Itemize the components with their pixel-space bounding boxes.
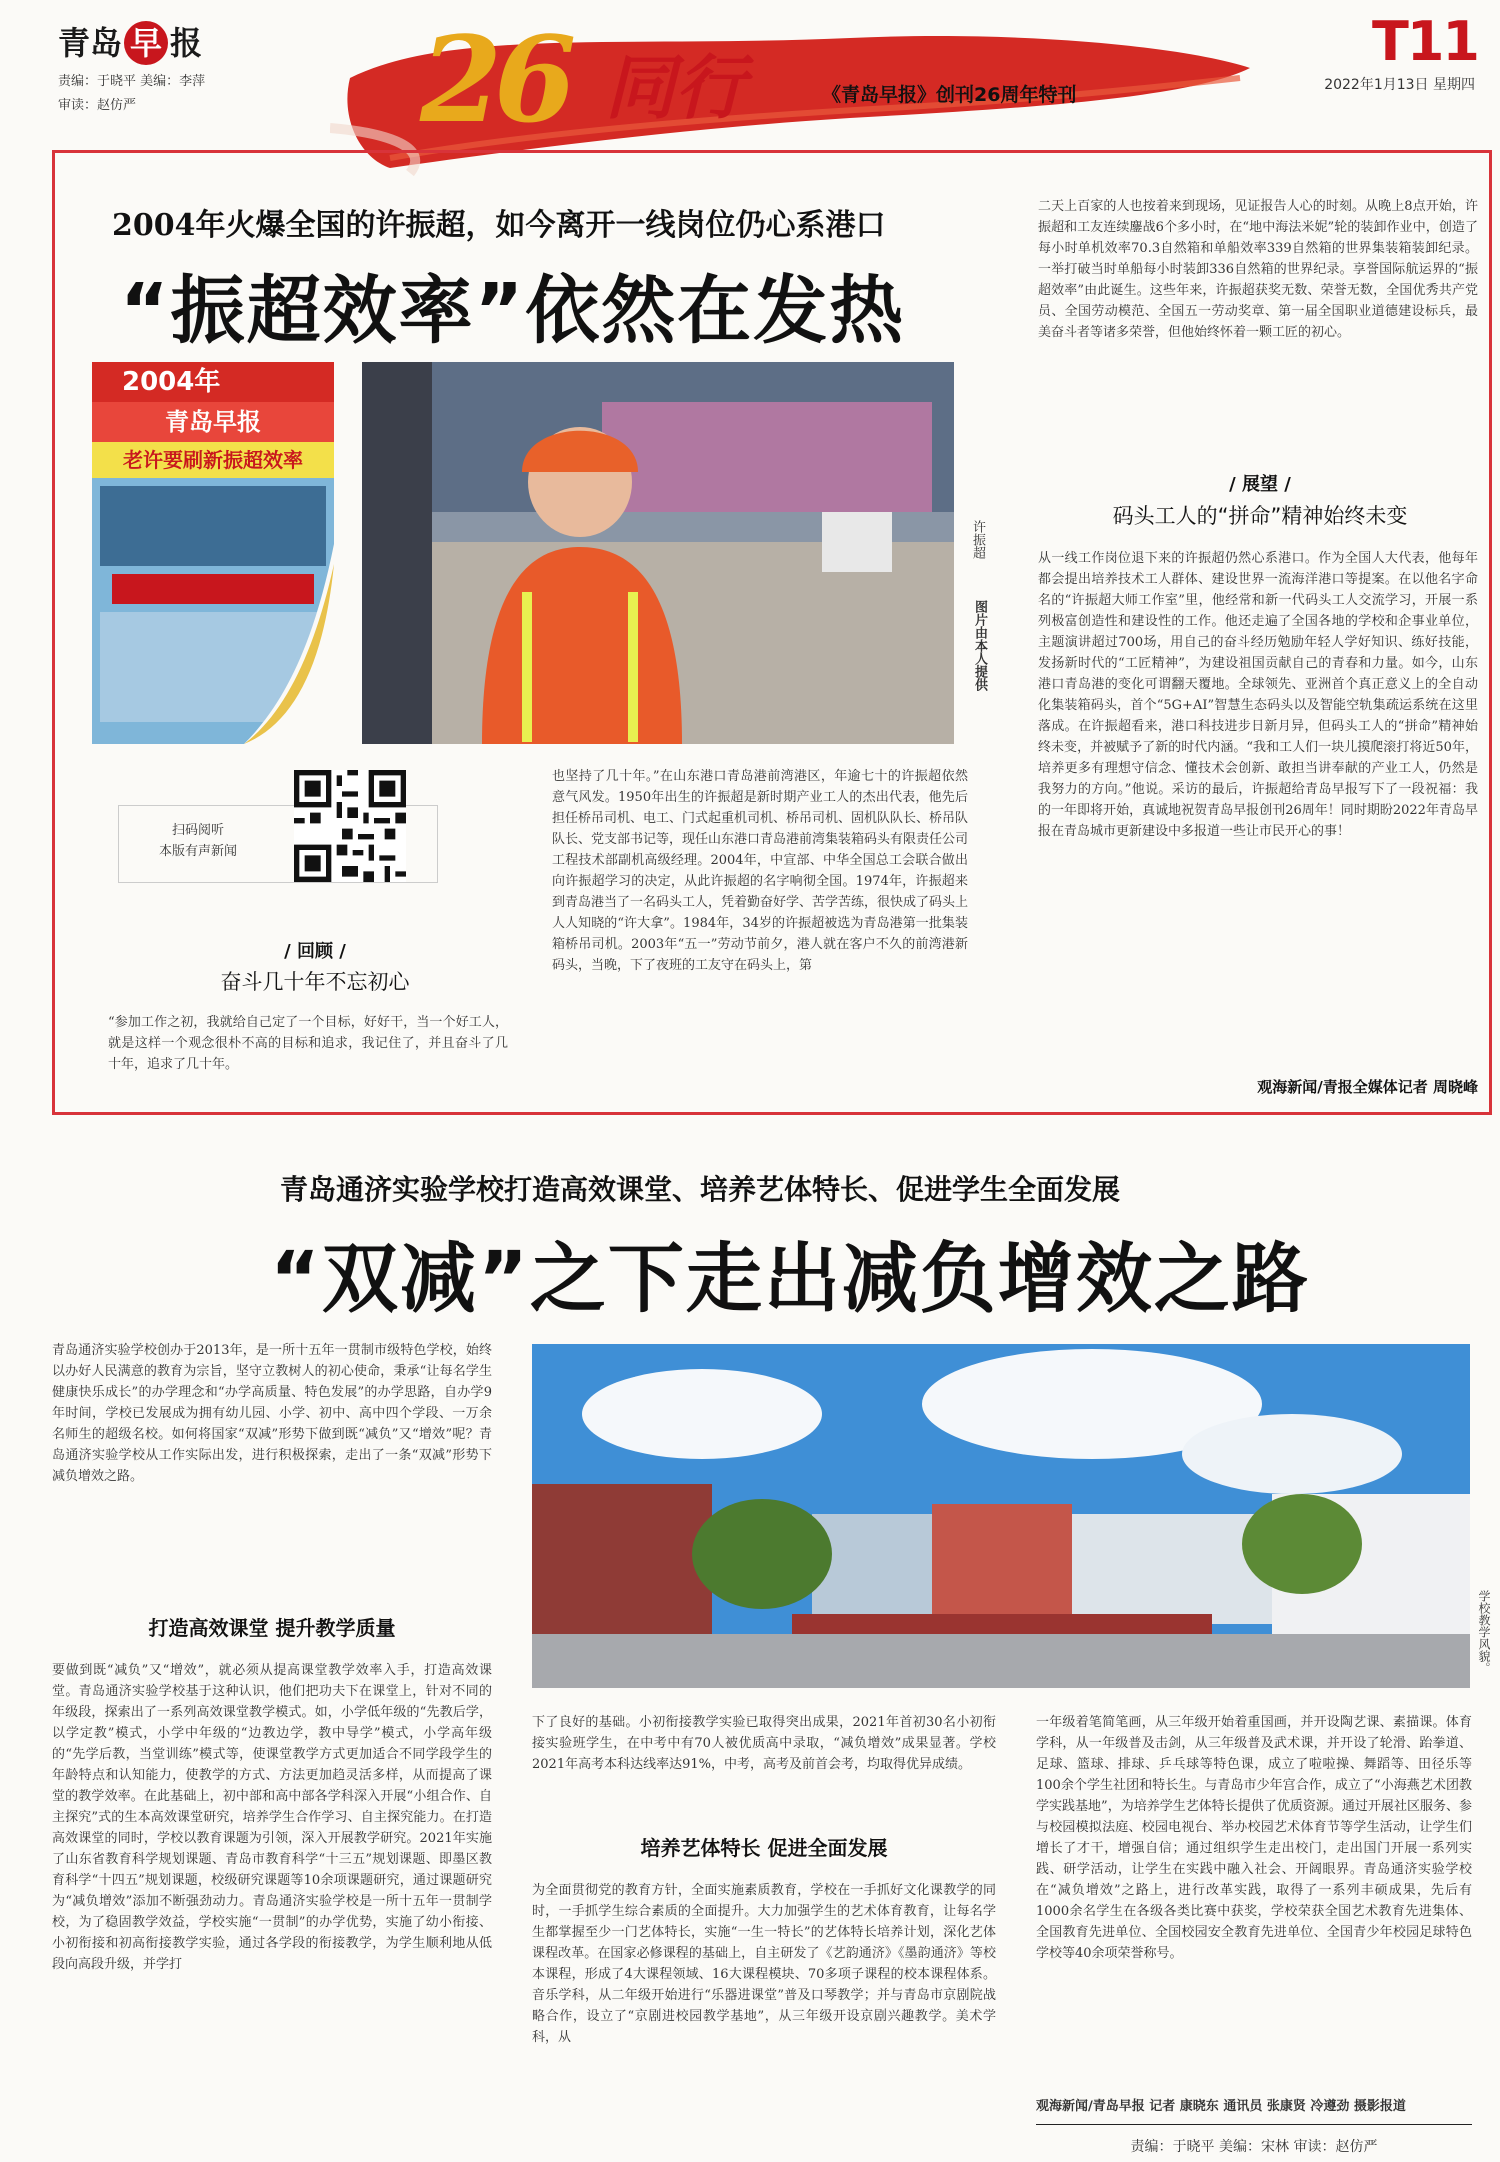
- article2-col-b: 下了良好的基础。小初衔接教学实验已取得突出成果，2021年首初30名小初衔接实验班学生，在中考中有70人被优质高中录取，“减负增效”成果显著。学校2021年高考本科达线率达91%，中考，高考及前首会考，均取得优异成绩。: [532, 1715, 996, 1772]
- page-number: T11: [1372, 10, 1478, 73]
- section1-title: 奋斗几十年不忘初心: [220, 970, 410, 994]
- article2-byline: 观海新闻/青岛早报 记者 康晓东 通讯员 张康贤 冷遵劲 摄影报道: [1036, 2099, 1406, 2114]
- footer-rule: [1036, 2124, 1472, 2125]
- article2-col-c: 一年级着笔简笔画，从三年级开始着重国画，并开设陶艺课、素描课。体育学科，从一年级普及击剑，从三年级普及武术课，并开设了轮滑、跆拳道、足球、篮球、排球、乒乓球等特色课，成立了啦啦操、舞蹈等、田径乐等100余个学生社团和特长生。与青岛市少年宫合作，成立了“小海燕艺术团教学实践基地”，为培养学生艺体特长提供了优质资源。通过开展社区服务、参与校园模拟法庭、校园电视台、举办校园艺术体育节等学生活动，让学生们增长了才干，增强自信；通过组织学生走出校门，走出国门开展一系列实践、研学活动，让学生在实践中融入社会、开阔眼界。青岛通济实验学校在“减负增效”之路上，进行改革实践，取得了一系列丰硕成果，先后有1000余名学生在各级各类比赛中获奖，学校荣获全国艺术教育先进集体、全国教育先进单位、全国校园安全教育先进单位、全国青少年校园足球特色学校等40余项荣誉称号。: [1036, 1715, 1472, 1961]
- article1-byline: 观海新闻/青报全媒体记者 周晓峰: [1257, 1078, 1478, 1096]
- section2-title: 码头工人的“拼命”精神始终未变: [1112, 504, 1408, 528]
- special-issue-title: 《青岛早报》创刊26周年特刊: [822, 84, 1077, 106]
- article1-col-right-bottom: 从一线工作岗位退下来的许振超仍然心系港口。作为全国人大代表，他每年都会提出培养技术工人群体、建设世界一流海洋港口等提案。在以他名字命名的“许振超大师工作室”里，他经常和新一代码头工人交流学习，开展一系列极富创造性和建设性的工作。他还走遍了全国各地的学校和企事业单位，主题演讲超过700场，用自己的奋斗经历勉励年轻人学好知识、练好技能，发扬新时代的“工匠精神”，为建设祖国贡献自己的青春和力量。如今，山东港口青岛港的变化可谓翻天覆地。全球领先、亚洲首个真正意义上的全自动化集装箱码头，首个“5G+AI”智慧生态码头以及智能空轨集疏运系统在这里落成。在许振超看来，港口科技进步日新月异，但码头工人的“拼命”精神始终未变，并被赋予了新的时代内涵。“我和工人们一块儿摸爬滚打将近50年，培养更多有理想守信念、懂技术会创新、敢担当讲奉献的产业工人，仍然是我努力的方向。”他说。采访的最后，许振超给青岛早报写下了一段祝福：我的一年即将开始，真诚地祝贺青岛早报创刊26周年！同时期盼2022年青岛早报在青岛城市更新建设中多报道一些让市民开心的事！: [1038, 551, 1478, 839]
- qr-code-icon[interactable]: [294, 770, 406, 882]
- photo-credit: 图片由本人提供: [972, 600, 987, 691]
- article2-kicker: 青岛通济实验学校打造高效课堂、培养艺体特长、促进学生全面发展: [280, 1173, 1121, 1206]
- qr-caption: 扫码阅听 本版有声新闻: [158, 823, 237, 859]
- article2-sub2: 培养艺体特长 促进全面发展: [640, 1836, 888, 1860]
- article1-headline: “振超效率”依然在发热: [120, 268, 906, 354]
- article1-col-middle: 也坚持了几十年。”在山东港口青岛港前湾港区，年逾七十的许振超依然意气风发。1950年出生的许振超是新时期产业工人的杰出代表，他先后担任桥吊司机、电工、门式起重机司机、桥吊司机、固机队队长、桥吊队队长、党支部书记等，现任山东港口青岛港前湾集装箱码头有限责任公司工程技术部副机高级经理。2004年，中宣部、中华全国总工会联合做出向许振超学习的决定，从此许振超的名字响彻全国。1974年，许振超来到青岛港当了一名码头工人，凭着勤奋好学、苦学苦练，很快成了码头上人人知晓的“许大拿”。1984年，34岁的许振超被选为青岛港第一批集装箱桥吊司机。2003年“五一”劳动节前夕，港人就在客户不久的前湾港新码头，当晚，下了夜班的工友守在码头上，第: [552, 769, 968, 973]
- clipping-headline: 老许要刷新振超效率: [92, 442, 334, 478]
- school-photo-caption: 学校教学风貌。: [1477, 1590, 1491, 1674]
- anniversary-number: 26: [420, 10, 569, 149]
- article2-col-b2: 为全面贯彻党的教育方针，全面实施素质教育，学校在一手抓好文化课教学的同时，一手抓学生综合素质的全面提升。大力加强学生的艺术体育教育，让每名学生都掌握至少一门艺体特长，实施“一生一特长”的艺体特长培养计划，深化艺体课程改革。在国家必修课程的基础上，自主研发了《艺韵通济》《墨韵通济》等校本课程，形成了4大课程领域、16大课程模块、70多项子课程的校本课程体系。音乐学科，从二年级开始进行“乐器进课堂”普及口琴教学；并与青岛市京剧院战略合作，设立了“京剧进校园教学基地”，从三年级开设京剧兴趣教学。美术学科，从: [532, 1883, 996, 2045]
- newspaper-clipping-image: [92, 362, 334, 744]
- section2-tag: / 展望 /: [1229, 474, 1291, 495]
- clipping-paper-name: 青岛早报: [92, 402, 334, 442]
- article2-intro: 青岛通济实验学校创办于2013年，是一所十五年一贯制市级特色学校，始终以办好人民满意的教育为宗旨，坚守立教树人的初心使命，秉承“让每名学生健康快乐成长”的办学理念和“办学高质量、特色发展”的办学思路，自办学9年时间，学校已发展成为拥有幼儿园、小学、初中、高中四个学段、一万余名师生的超级名校。如何将国家“双减”形势下做到既“减负”又“增效”呢？青岛通济实验学校从工作实际出发，进行积极探索，走出了一条“双减”形势下减负增效之路。: [52, 1343, 492, 1484]
- article1-col-right-top: 二天上百家的人也按着来到现场，见证报告人心的时刻。从晚上8点开始，许振超和工友连续鏖战6个多小时，在“地中海法米妮”轮的装卸作业中，创造了每小时单机效率70.3自然箱和单船效率339自然箱的世界集装箱装卸纪录。一举打破当时单船每小时装卸336自然箱的世界纪录。享誉国际航运界的“振超效率”由此诞生。这些年来，许振超获奖无数、荣誉无数，全国优秀共产党员、全国劳动模范、全国五一劳动奖章、第一届全国职业道德建设标兵，最美奋斗者等诸多荣誉，但他始终怀着一颗工匠的初心。: [1038, 199, 1478, 340]
- article1-col-left: “参加工作之初，我就给自己定了一个目标，好好干，当一个好工人，就是这样一个观念很朴不高的目标和追求，我记住了，并且奋斗了几十年，追求了几十年。: [108, 1015, 508, 1072]
- newspaper-logo: 青岛 早 报: [58, 18, 202, 65]
- section1-tag: / 回顾 /: [284, 941, 346, 962]
- school-photo: [532, 1344, 1470, 1688]
- worker-photo: [362, 362, 954, 744]
- clipping-year: 2004年: [92, 362, 334, 402]
- page-curl: [244, 544, 334, 744]
- article1-kicker: 2004年火爆全国的许振超，如今离开一线岗位仍心系港口: [112, 208, 886, 243]
- article2-col-a: 要做到既“减负”又“增效”，就必须从提高课堂教学效率入手，打造高效课堂。青岛通济实验学校基于这种认识，他们把功夫下在课堂上，针对不同的年级段，探索出了一系列高效课堂教学模式。如，小学低年级的“先教后学，以学定教”模式，小学中年级的“边教边学，教中导学”模式，小学高年级的“先学后教，当堂训练”模式等，使课堂教学方式更加适合不同学段学生的年龄特点和认知能力，使教学的方式、方法更加趋灵活多样，从而提高了课堂的教学效率。在此基础上，初中部和高中部各学科深入开展“小组合作、自主探究”式的生本高效课堂研究，培养学生合作学习、自主探究能力。在打造高效课堂的同时，学校以教育课题为引领，深入开展教学研究。2021年实施了山东省教育科学规划课题、青岛市教育科学“十三五”规划课题、即墨区教育科学“十四五”规划课题，校级研究课题等10余项课题研究，通过课题研究为“减负增效”添加不断强劲动力。青岛通济实验学校是一所十五年一贯制学校，为了稳固教学效益，学校实施“一贯制”的办学优势，实施了幼小衔接、小初衔接和初高衔接教学实验，通过各学段的衔接教学，为学生顺利地从低段向高段升级，并学打: [52, 1663, 492, 1972]
- photo-caption-name: 许振超: [970, 520, 985, 559]
- staff-credits: 责编：于晓平 美编：李萍 审读：赵仿严: [58, 74, 206, 113]
- article2-headline: “双减”之下走出减负增效之路: [270, 1234, 1310, 1323]
- issue-date: 2022年1月13日 星期四: [1324, 77, 1475, 93]
- article2-sub1: 打造高效课堂 提升教学质量: [148, 1616, 396, 1640]
- page-footer: 责编：于晓平 美编：宋林 审读：赵仿严: [1130, 2139, 1378, 2155]
- brand-word: 同行: [605, 46, 745, 129]
